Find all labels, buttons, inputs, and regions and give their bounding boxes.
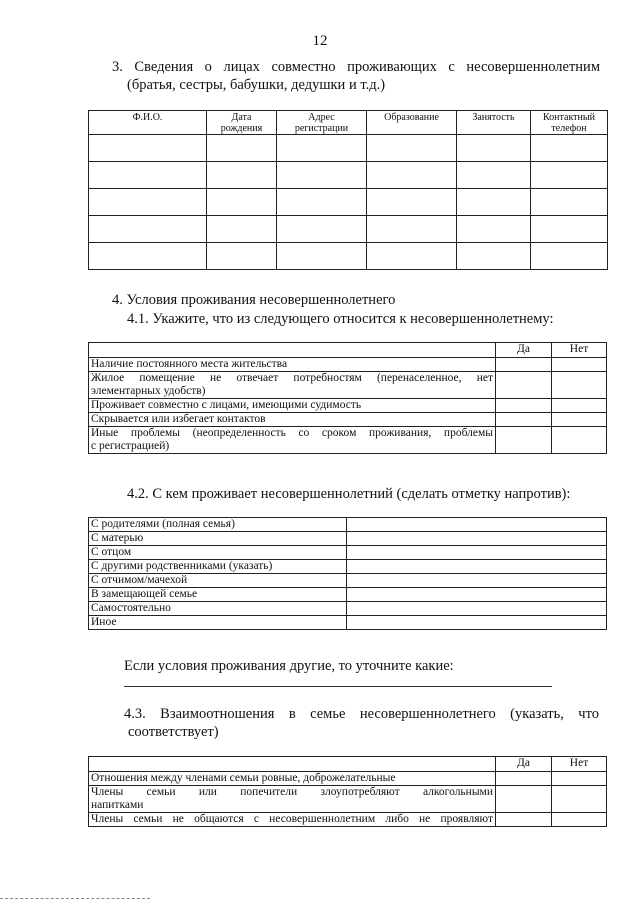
mark-cell[interactable] <box>347 602 607 616</box>
subsection-43-heading-line1: 4.3. Взаимоотношения в семье несовершеннолетнего (указать, что <box>124 706 599 722</box>
table-row <box>89 532 607 546</box>
yes-cell[interactable] <box>496 372 552 399</box>
table-row <box>89 427 607 454</box>
no-cell[interactable] <box>552 427 607 454</box>
table-row <box>89 813 607 827</box>
no-cell[interactable] <box>552 372 607 399</box>
table-row <box>89 216 608 243</box>
table-row <box>89 189 608 216</box>
yes-cell[interactable] <box>496 399 552 413</box>
family-relations-table <box>88 756 607 827</box>
scan-edge-line <box>0 898 150 899</box>
yes-cell[interactable] <box>496 772 552 786</box>
conditions-table <box>88 342 607 454</box>
living-option-label: С родителями (полная семья) <box>89 518 347 532</box>
living-option-label: Иное <box>89 616 347 630</box>
mark-cell[interactable] <box>347 532 607 546</box>
living-option-label: С другими родственниками (указать) <box>89 560 347 574</box>
table-row <box>89 135 608 162</box>
no-cell[interactable] <box>552 772 607 786</box>
yes-cell[interactable] <box>496 427 552 454</box>
other-conditions-label: Если условия проживания другие, то уточните какие: <box>124 658 454 674</box>
condition-label: Скрывается или избегает контактов <box>89 413 496 427</box>
table-row <box>89 372 607 399</box>
table-header-row <box>89 343 607 358</box>
living-option-label: С отцом <box>89 546 347 560</box>
mark-cell[interactable] <box>347 574 607 588</box>
yes-cell[interactable] <box>496 413 552 427</box>
column-header-education: Образование <box>367 111 457 135</box>
living-option-label: В замещающей семье <box>89 588 347 602</box>
yes-cell[interactable] <box>496 358 552 372</box>
mark-cell[interactable] <box>347 616 607 630</box>
table-row <box>89 413 607 427</box>
section4-heading: 4. Условия проживания несовершеннолетнего <box>112 292 396 308</box>
subsection-43-heading-line2: соответствует) <box>128 724 219 740</box>
no-cell[interactable] <box>552 786 607 813</box>
no-cell[interactable] <box>552 399 607 413</box>
table-row <box>89 588 607 602</box>
mark-cell[interactable] <box>347 560 607 574</box>
condition-label: Проживает совместно с лицами, имеющими судимость <box>89 399 496 413</box>
table-row <box>89 772 607 786</box>
condition-label: Иные проблемы (неопределенность со сроком проживания, проблемы с регистрацией) <box>89 427 496 454</box>
condition-label: Наличие постоянного места жительства <box>89 358 496 372</box>
table-row <box>89 162 608 189</box>
relation-label: Отношения между членами семьи ровные, доброжелательные <box>89 772 496 786</box>
no-column-header: Нет <box>552 757 607 772</box>
section3-heading-line1: 3. Сведения о лицах совместно проживающих с несовершеннолетним <box>112 59 600 75</box>
table-row <box>89 518 607 532</box>
table-row <box>89 560 607 574</box>
table-row <box>89 399 607 413</box>
yes-cell[interactable] <box>496 786 552 813</box>
living-option-label: С отчимом/мачехой <box>89 574 347 588</box>
relation-label: Члены семьи не общаются с несовершеннолетним либо не проявляют <box>89 813 496 827</box>
no-cell[interactable] <box>552 813 607 827</box>
column-header-employment: Занятость <box>457 111 531 135</box>
living-with-table <box>88 517 607 630</box>
table-header-row <box>89 111 608 135</box>
column-header-phone: Контактный телефон <box>531 111 608 135</box>
mark-cell[interactable] <box>347 588 607 602</box>
column-header-birth-date: Дата рождения <box>207 111 277 135</box>
table-header-row <box>89 757 607 772</box>
living-option-label: С матерью <box>89 532 347 546</box>
no-column-header: Нет <box>552 343 607 358</box>
yes-column-header: Да <box>496 757 552 772</box>
other-conditions-blank-line[interactable] <box>124 686 552 687</box>
yes-cell[interactable] <box>496 813 552 827</box>
table-row <box>89 358 607 372</box>
table-row <box>89 243 608 270</box>
column-header-fio: Ф.И.О. <box>89 111 207 135</box>
mark-cell[interactable] <box>347 518 607 532</box>
table-row <box>89 616 607 630</box>
subsection-42-heading: 4.2. С кем проживает несовершеннолетний (сделать отметку напротив): <box>127 486 571 502</box>
no-cell[interactable] <box>552 358 607 372</box>
relation-label: Члены семьи или попечители злоупотребляют алкогольными напитками <box>89 786 496 813</box>
living-option-label: Самостоятельно <box>89 602 347 616</box>
condition-label: Жилое помещение не отвечает потребностям (перенаселенное, нет элементарных удобств) <box>89 372 496 399</box>
mark-cell[interactable] <box>347 546 607 560</box>
column-header-address: Адрес регистрации <box>277 111 367 135</box>
table-row <box>89 602 607 616</box>
subsection-41-heading: 4.1. Укажите, что из следующего относится к несовершеннолетнему: <box>127 311 554 327</box>
cohabitants-table <box>88 110 608 270</box>
no-cell[interactable] <box>552 413 607 427</box>
page-number: 12 <box>312 33 328 49</box>
table-row <box>89 546 607 560</box>
section3-heading-line2: (братья, сестры, бабушки, дедушки и т.д.) <box>127 77 386 93</box>
yes-column-header: Да <box>496 343 552 358</box>
table-row <box>89 574 607 588</box>
table-row <box>89 786 607 813</box>
